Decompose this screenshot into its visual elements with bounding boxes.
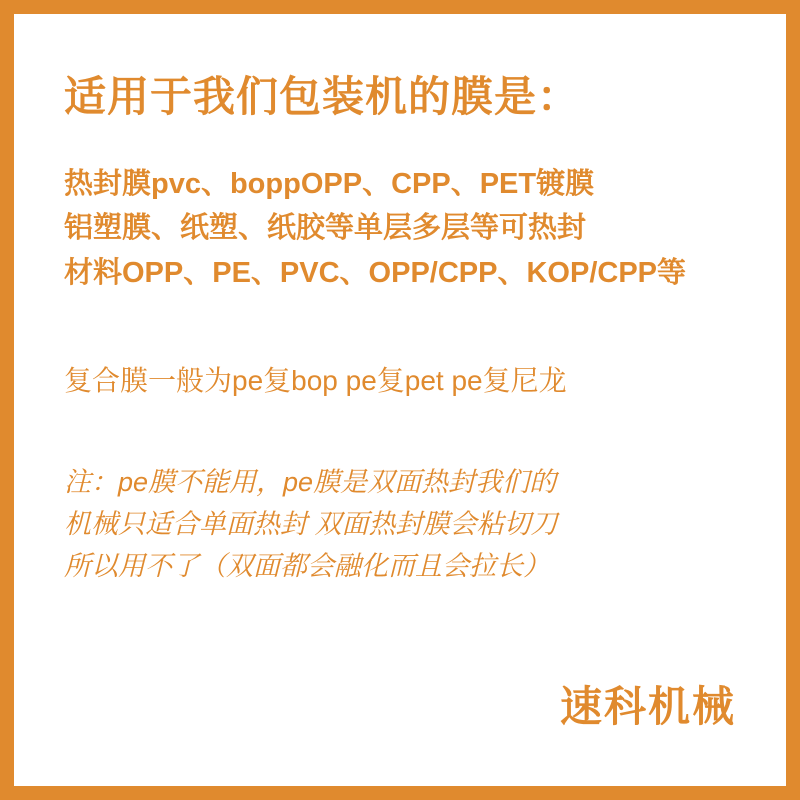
- composite-film-line: 复合膜一般为pe复bop pe复pet pe复尼龙: [64, 364, 567, 396]
- note-line: 所以用不了（双面都会融化而且会拉长）: [64, 550, 550, 581]
- note-line: 注：pe膜不能用，pe膜是双面热封我们的: [64, 466, 557, 497]
- brand-name: 速科机械: [559, 683, 736, 730]
- film-spec-line: 铝塑膜、纸塑、纸胶等单层多层等可热封: [64, 212, 587, 245]
- page-title: 适用于我们包装机的膜是：: [64, 73, 581, 120]
- note-line: 机械只适合单面热封 双面热封膜会粘切刀: [64, 508, 558, 539]
- note-block: [64, 462, 744, 588]
- film-spec-block: [64, 162, 744, 294]
- film-spec-line: 热封膜pvc、boppOPP、CPP、PET镀膜: [64, 168, 595, 201]
- film-spec-line: 材料OPP、PE、PVC、OPP/CPP、KOP/CPP等: [64, 256, 687, 289]
